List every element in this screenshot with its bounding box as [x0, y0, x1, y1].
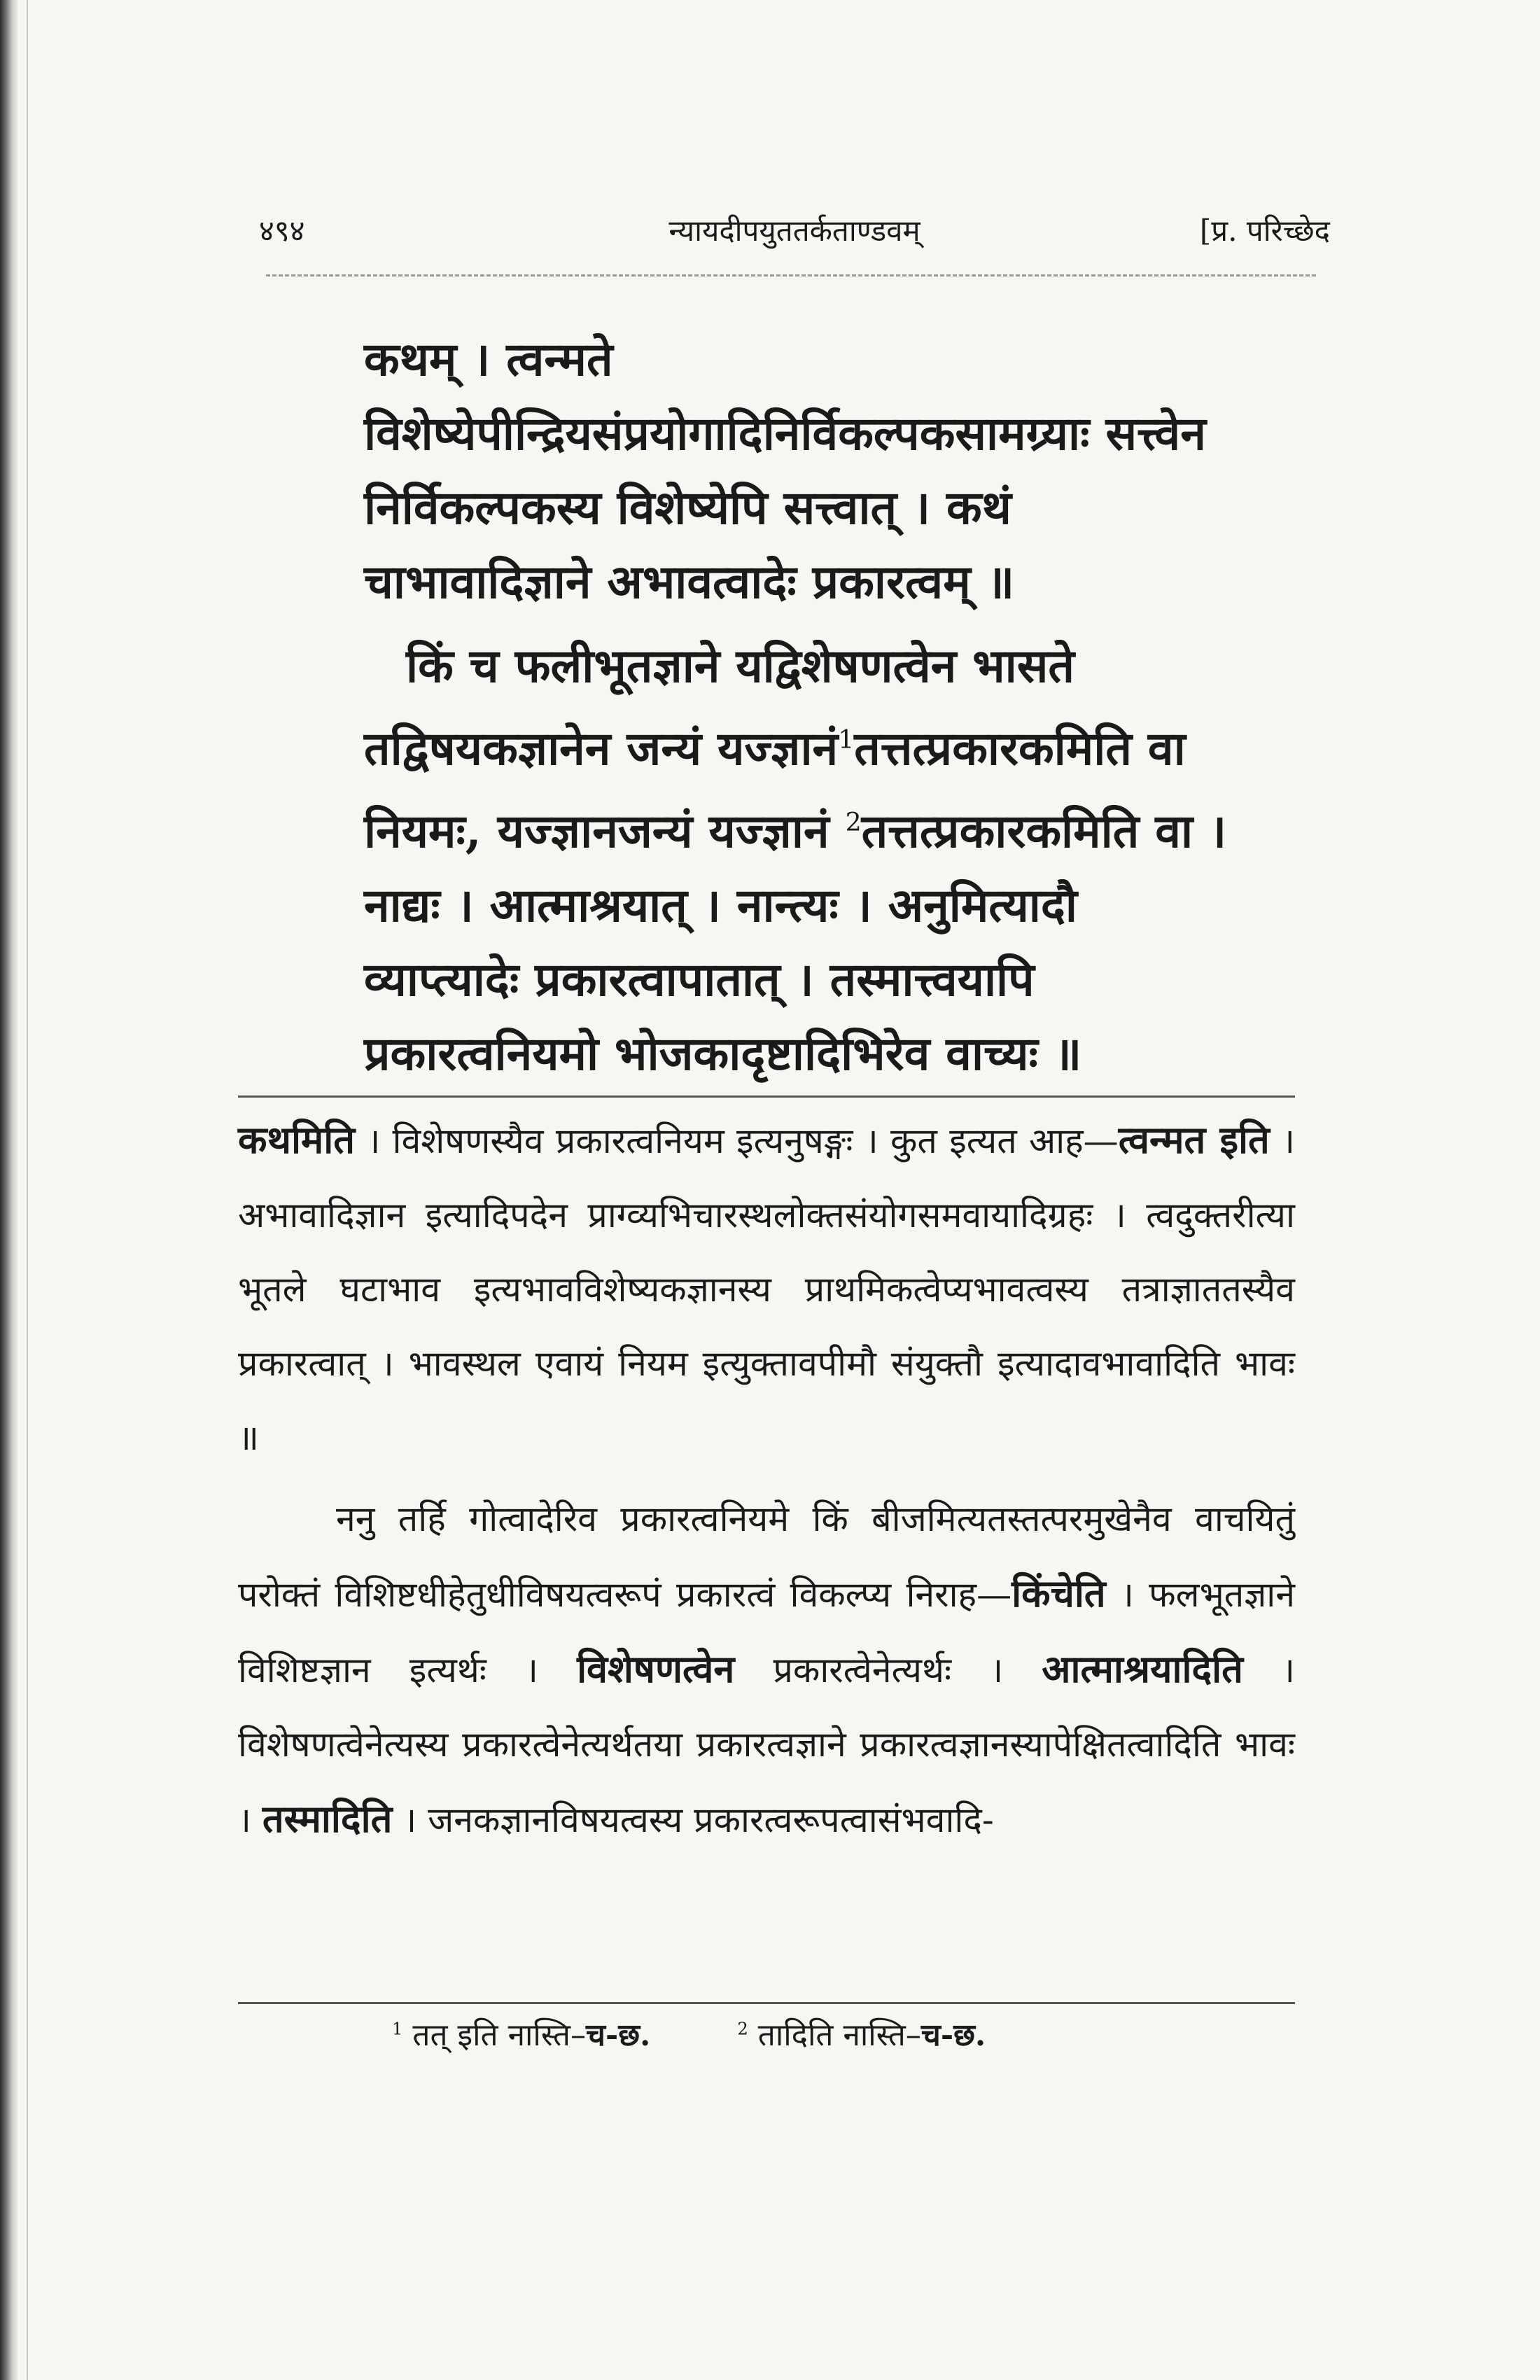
root-text-segment: किं च फलीभूतज्ञाने यद्विशेषणत्वेन भासते तद्विषयकज्ञानेन जन्यं यज्ज्ञानं — [364, 638, 1074, 776]
page-fold-line — [27, 0, 28, 2380]
root-text-paragraph-1: कथम् । त्वन्मते विशेष्येपीन्द्रियसंप्रयोगादिनिर्विकल्पकसामग्र्याः सत्त्वेन निर्विकल्पकस्य विशेष्येपि सत्त्वात् । कथं चाभावादिज्ञाने अभावत्वादेः प्रकारत्वम् ॥ — [364, 332, 1206, 609]
footnote-text: तादिति नास्ति– — [757, 2017, 921, 2053]
page-binding-edge — [0, 0, 18, 2380]
lemma: कथमिति — [238, 1117, 356, 1162]
footnote-marker: 2 — [845, 807, 862, 837]
footnotes — [392, 2012, 1302, 2054]
running-header — [259, 210, 1330, 266]
commentary-separator — [238, 1096, 1295, 1098]
commentary-text: । विशेषणत्वेनेत्यस्य प्रकारत्वेनेत्यर्थतया प्रकारत्वज्ञाने प्रकारत्वज्ञानस्यापेक्षितत्वादिति भावः । — [238, 1650, 1295, 1840]
lemma: किंचेति — [1011, 1571, 1106, 1616]
root-text-segment: तत्तत्प्रकारकमिति वा नियमः, यज्ज्ञानजन्यं यज्ज्ञानं — [364, 721, 1186, 858]
lemma: त्वन्मत इति — [1118, 1117, 1270, 1162]
page-number: ४९४ — [259, 214, 305, 248]
lemma: विशेषणत्वेन — [577, 1646, 735, 1691]
root-text — [364, 322, 1246, 1091]
footnote-sigla: च-छ. — [920, 2017, 986, 2053]
commentary — [238, 1102, 1295, 1857]
running-title: न्यायदीपयुततर्कताण्डवम् — [668, 214, 920, 248]
root-text-paragraph-2 — [364, 629, 1246, 1091]
section-label: [प्र. परिच्छेद — [1199, 214, 1330, 248]
footnote-number: 1 — [392, 2019, 403, 2039]
commentary-text: प्रकारत्वेनेत्यर्थः । — [773, 1650, 1004, 1690]
footnote — [392, 2017, 650, 2053]
lemma: तस्मादिति — [262, 1796, 393, 1841]
commentary-paragraph-1 — [238, 1102, 1295, 1475]
footnote-marker: 1 — [838, 724, 855, 755]
footnote-separator — [238, 2002, 1295, 2004]
commentary-text: । फलभूतज्ञाने विशिष्टज्ञान इत्यर्थः । — [238, 1574, 1295, 1690]
root-text-segment: तत्तत्प्रकारकमिति वा । नाद्यः । आत्माश्रयात् । नान्त्यः । अनुमित्यादौ व्याप्त्यादेः प्रकारत्वापातात् । तस्मात्त्वयापि प्रकारत्वनियमो भोजकादृष्टादिभिरेव वाच्यः ॥ — [364, 804, 1227, 1081]
footnote-sigla: च-छ. — [586, 2017, 651, 2053]
commentary-paragraph-2 — [238, 1482, 1295, 1857]
header-rule — [266, 274, 1316, 276]
commentary-text: ननु तर्हि गोत्वादेरिव प्रकारत्वनियमे किं बीजमित्यतस्तत्परमुखेनैव वाचयितुं परोक्तं विशिष्टधीहेतुधीविषयत्वरूपं प्रकारत्वं विकल्प्य निराह— — [238, 1499, 1295, 1615]
commentary-text: । विशेषणस्यैव प्रकारत्वनियम इत्यनुषङ्गः । कुत इत्यत आह— — [367, 1121, 1119, 1161]
footnote — [737, 2017, 986, 2053]
commentary-text: । अभावादिज्ञान इत्यादिपदेन प्राग्व्यभिचारस्थलोक्तसंयोगसमवायादिग्रहः । त्वदुक्तरीत्या भूतले घटाभाव इत्यभावविशेष्यकज्ञानस्य प्राथमिकत्वेप्यभावत्वस्य तत्राज्ञाततस्यैव प्रकारत्वात् । भावस्थल एवायं नियम इत्युक्तावपीमौ संयुक्तौ इत्यादावभावादिति भावः ॥ — [238, 1121, 1295, 1458]
commentary-text: । जनकज्ञानविषयत्वस्य प्रकारत्वरूपत्वासंभवादि- — [403, 1800, 994, 1840]
footnote-number: 2 — [737, 2019, 748, 2039]
lemma: आत्माश्रयादिति — [1042, 1646, 1243, 1691]
footnote-text: तत् इति नास्ति– — [412, 2017, 587, 2053]
